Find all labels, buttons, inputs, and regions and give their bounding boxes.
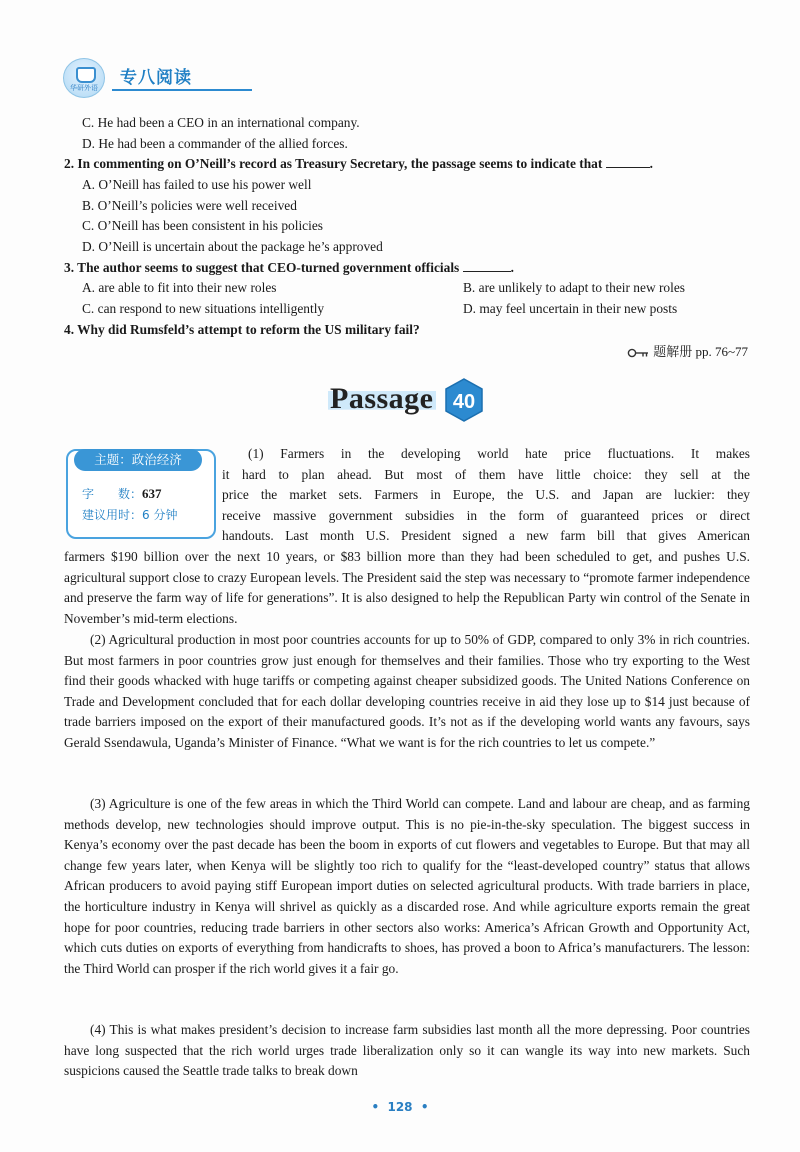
- paragraph-1-line: it hard to plan ahead. But most of them have little choice: they sell at the: [222, 466, 750, 482]
- q2-option-d: D. O’Neill is uncertain about the package he’s approved: [82, 239, 383, 254]
- question-3-text: 3. The author seems to suggest that CEO-turned government officials: [64, 260, 460, 275]
- key-icon: [627, 348, 649, 358]
- question-3: 3. The author seems to suggest that CEO-turned government officials .: [64, 260, 514, 275]
- page-header: [60, 58, 280, 98]
- header-underline: [112, 89, 252, 91]
- q2-option-c: C. O’Neill has been consistent in his policies: [82, 218, 323, 233]
- answer-blank: [463, 259, 511, 272]
- word-count: [82, 485, 162, 502]
- answer-key-reference: [627, 341, 748, 360]
- word-count-label: 字 数：: [82, 487, 143, 501]
- page-number-value: 128: [387, 1100, 413, 1114]
- topic-info-box: [66, 449, 216, 539]
- word-count-value: 637: [142, 486, 162, 501]
- q2-option-b: B. O’Neill’s policies were well received: [82, 198, 297, 213]
- answer-blank: [606, 155, 650, 168]
- paragraph-1-line: price the market sets. Farmers in Europe, the U.S. and Japan are luckier: they: [222, 487, 750, 503]
- question-4: 4. Why did Rumsfeld’s attempt to reform the US military fail?: [64, 322, 420, 337]
- paragraph-4: (4) This is what makes president’s decision to increase farm subsidies last month all the more depressing. Poor countries have long suspected that the rich world urges trade liberalization only so it can wangle its way into new markets. Such suspicions caused the Seattle trade talks to break down: [64, 1022, 750, 1079]
- passage-title: Passage: [330, 382, 434, 415]
- suggested-time-label: 建议用时：: [82, 508, 143, 522]
- answer-key-text: 题解册 pp. 76~77: [653, 344, 748, 359]
- book-icon: [76, 67, 96, 83]
- passage-number: 40: [452, 391, 476, 413]
- paragraph-1-line: handouts. Last month U.S. President signed a new farm bill that gives American: [222, 528, 750, 544]
- q2-option-a: A. O’Neill has failed to use his power well: [82, 177, 312, 192]
- q3-option-d: D. may feel uncertain in their new posts: [463, 301, 678, 316]
- paragraph-1-line: receive massive government subsidies in the form of guaranteed prices or direct: [222, 507, 750, 523]
- passage-number-badge: [442, 378, 486, 422]
- suggested-time-value: 6 分钟: [142, 508, 178, 522]
- q1-option-d: D. He had been a commander of the allied forces.: [82, 136, 348, 151]
- logo-text: 华研外语: [70, 84, 98, 92]
- suggested-time: [82, 506, 177, 523]
- q3-option-c: C. can respond to new situations intelligently: [82, 301, 325, 316]
- q3-option-a: A. are able to fit into their new roles: [82, 280, 277, 295]
- page-number: • 128 •: [371, 1100, 429, 1114]
- question-2-text: 2. In commenting on O’Neill’s record as Treasury Secretary, the passage seems to indicate that: [64, 156, 603, 171]
- q1-option-c: C. He had been a CEO in an international company.: [82, 115, 360, 130]
- section-title: 专八阅读: [120, 68, 192, 88]
- topic-heading: 主题：政治经济: [74, 449, 202, 471]
- q3-option-b: B. are unlikely to adapt to their new roles: [463, 280, 685, 295]
- paragraph-1-continued: farmers $190 billion over the next 10 years, or $83 billion more than they had been scheduled to get, and pushes U.S. agricultural support close to crazy European levels. The President said the step was necessary to “promote farmer independence and preserve the farm way of life for generations”. It is also designed to help the Republican Party win control of the Senate in November’s mid-term elections.: [64, 549, 750, 626]
- paragraph-2: (2) Agricultural production in most poor countries accounts for up to 50% of GDP, compared to only 3% in rich countries. But most farmers in poor countries grow just enough for themselves and their families. Those who try exporting to the West find their goods whacked with huge tariffs or competing against cheaper subsidized goods. The United Nations Conference on Trade and Development concluded that for each dollar developing countries receive in aid they lose up to $14 just because of trade barriers imposed on the export of their manufactured goods. It’s not as if the developing world wants any favours, says Gerald Ssendawula, Uganda’s Minister of Finance. “What we want is for the rich countries to let us compete.”: [64, 632, 750, 750]
- paragraph-1-wrapped: [222, 444, 750, 547]
- question-2: 2. In commenting on O’Neill’s record as Treasury Secretary, the passage seems to indicate that .: [64, 156, 654, 171]
- publisher-logo: [63, 58, 105, 98]
- paragraph-1-line: (1) Farmers in the developing world hate price fluctuations. It makes: [248, 446, 750, 461]
- paragraph-3: (3) Agriculture is one of the few areas in which the Third World can compete. Land and labour are cheap, and as farming methods develop, new technologies should improve output. This is no pie-in-the-sky speculation. The biggest success in Kenya’s economy over the past decade has been the boom in exports of cut flowers and vegetables to Europe. But that may all change few years later, when Kenya will be slightly too rich to qualify for the “least-developed country” status that allows African producers to avoid paying stiff European import duties on selected agricultural products. With trade barriers in place, the horticulture industry in Kenya will shrivel as quickly as a discarded rose. And while agriculture exports remain the great hope for poor countries, reducing trade barriers in other sectors also works: America’s African Growth and Opportunity Act, which cuts duties on exports of everything from handicrafts to shoes, has proved a boon to Africa’s manufacturers. The lesson: the Third World can prosper if the rich world gives it a fair go.: [64, 796, 750, 976]
